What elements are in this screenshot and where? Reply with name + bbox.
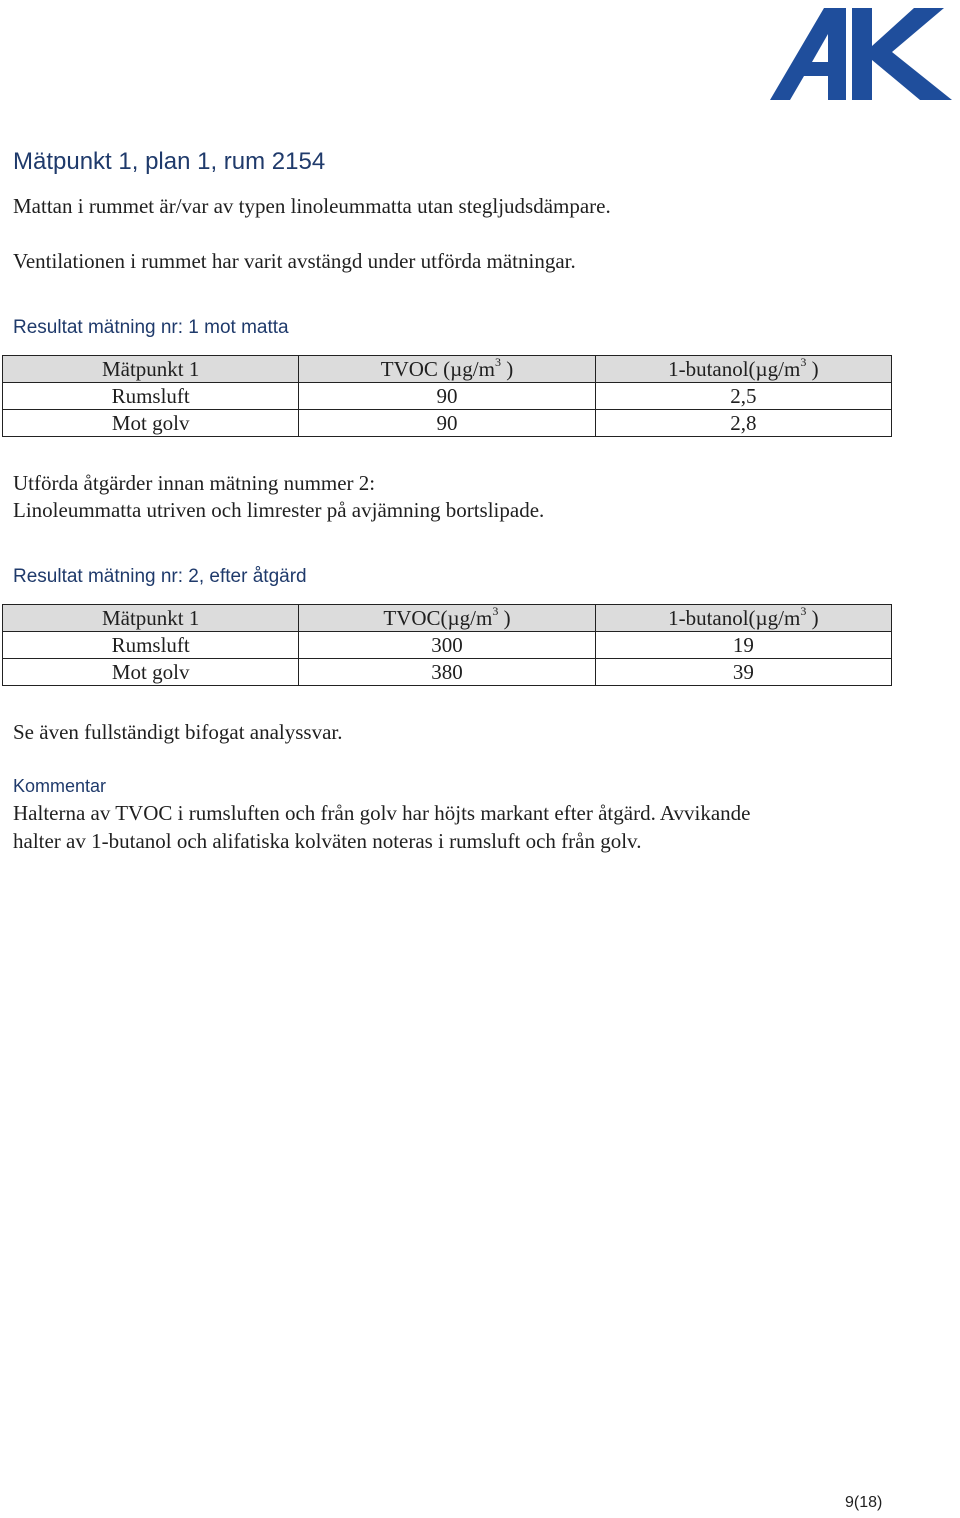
table-row	[3, 383, 892, 410]
header-cell: Mätpunkt 1	[3, 356, 299, 383]
header-cell: $1-butanol(\mu g/m^3$ )	[595, 605, 891, 632]
table-cell: 19	[595, 632, 891, 659]
table-header-row	[3, 356, 892, 383]
table-cell: Mot golv	[3, 410, 299, 437]
logo-letter-k	[852, 8, 952, 100]
table-cell: 2,5	[595, 383, 891, 410]
intro-line-1: Mattan i rummet är/var av typen linoleummatta utan stegljudsdämpare.	[13, 194, 611, 218]
company-logo	[768, 6, 954, 102]
logo-letter-a	[770, 8, 846, 100]
result2-title: Resultat mätning nr: 2, efter åtgärd	[13, 566, 307, 587]
result1-table	[2, 355, 892, 437]
section-title: Mätpunkt 1, plan 1, rum 2154	[13, 148, 326, 175]
comment-line-2: halter av 1-butanol och alifatiska kolväten noteras i rumsluft och från golv.	[13, 829, 642, 853]
table-cell: Mot golv	[3, 659, 299, 686]
comment-label: Kommentar	[13, 776, 107, 796]
table-row	[3, 632, 892, 659]
table-cell: Rumsluft	[3, 632, 299, 659]
table-row	[3, 410, 892, 437]
intro-line-2: Ventilationen i rummet har varit avstängd under utförda mätningar.	[13, 249, 576, 273]
table-cell: 2,8	[595, 410, 891, 437]
result2-table	[2, 604, 892, 686]
header-cell: TVOC ($\mu g/m^3$ )	[299, 356, 595, 383]
table-header-row	[3, 605, 892, 632]
table-row	[3, 659, 892, 686]
header-cell: Mätpunkt 1	[3, 605, 299, 632]
actions-line-2: Linoleummatta utriven och limrester på avjämning bortslipade.	[13, 498, 545, 522]
table-cell: Rumsluft	[3, 383, 299, 410]
table-cell: 39	[595, 659, 891, 686]
header-cell: $TVOC(\mu g/m^3$ )	[299, 605, 595, 632]
comment-line-1: Halterna av TVOC i rumsluften och från golv har höjts markant efter åtgärd. Avvikande	[13, 801, 751, 825]
see-also-text: Se även fullständigt bifogat analyssvar.	[13, 720, 343, 744]
actions-line-1: Utförda åtgärder innan mätning nummer 2:	[13, 471, 376, 495]
page-number: 9(18)	[845, 1494, 883, 1511]
header-cell: $1-butanol(\mu g/m^3$ )	[595, 356, 891, 383]
result1-title: Resultat mätning nr: 1 mot matta	[13, 317, 289, 338]
table-cell: 90	[299, 410, 595, 437]
table-cell: 90	[299, 383, 595, 410]
table-cell: 380	[299, 659, 595, 686]
table-cell: 300	[299, 632, 595, 659]
